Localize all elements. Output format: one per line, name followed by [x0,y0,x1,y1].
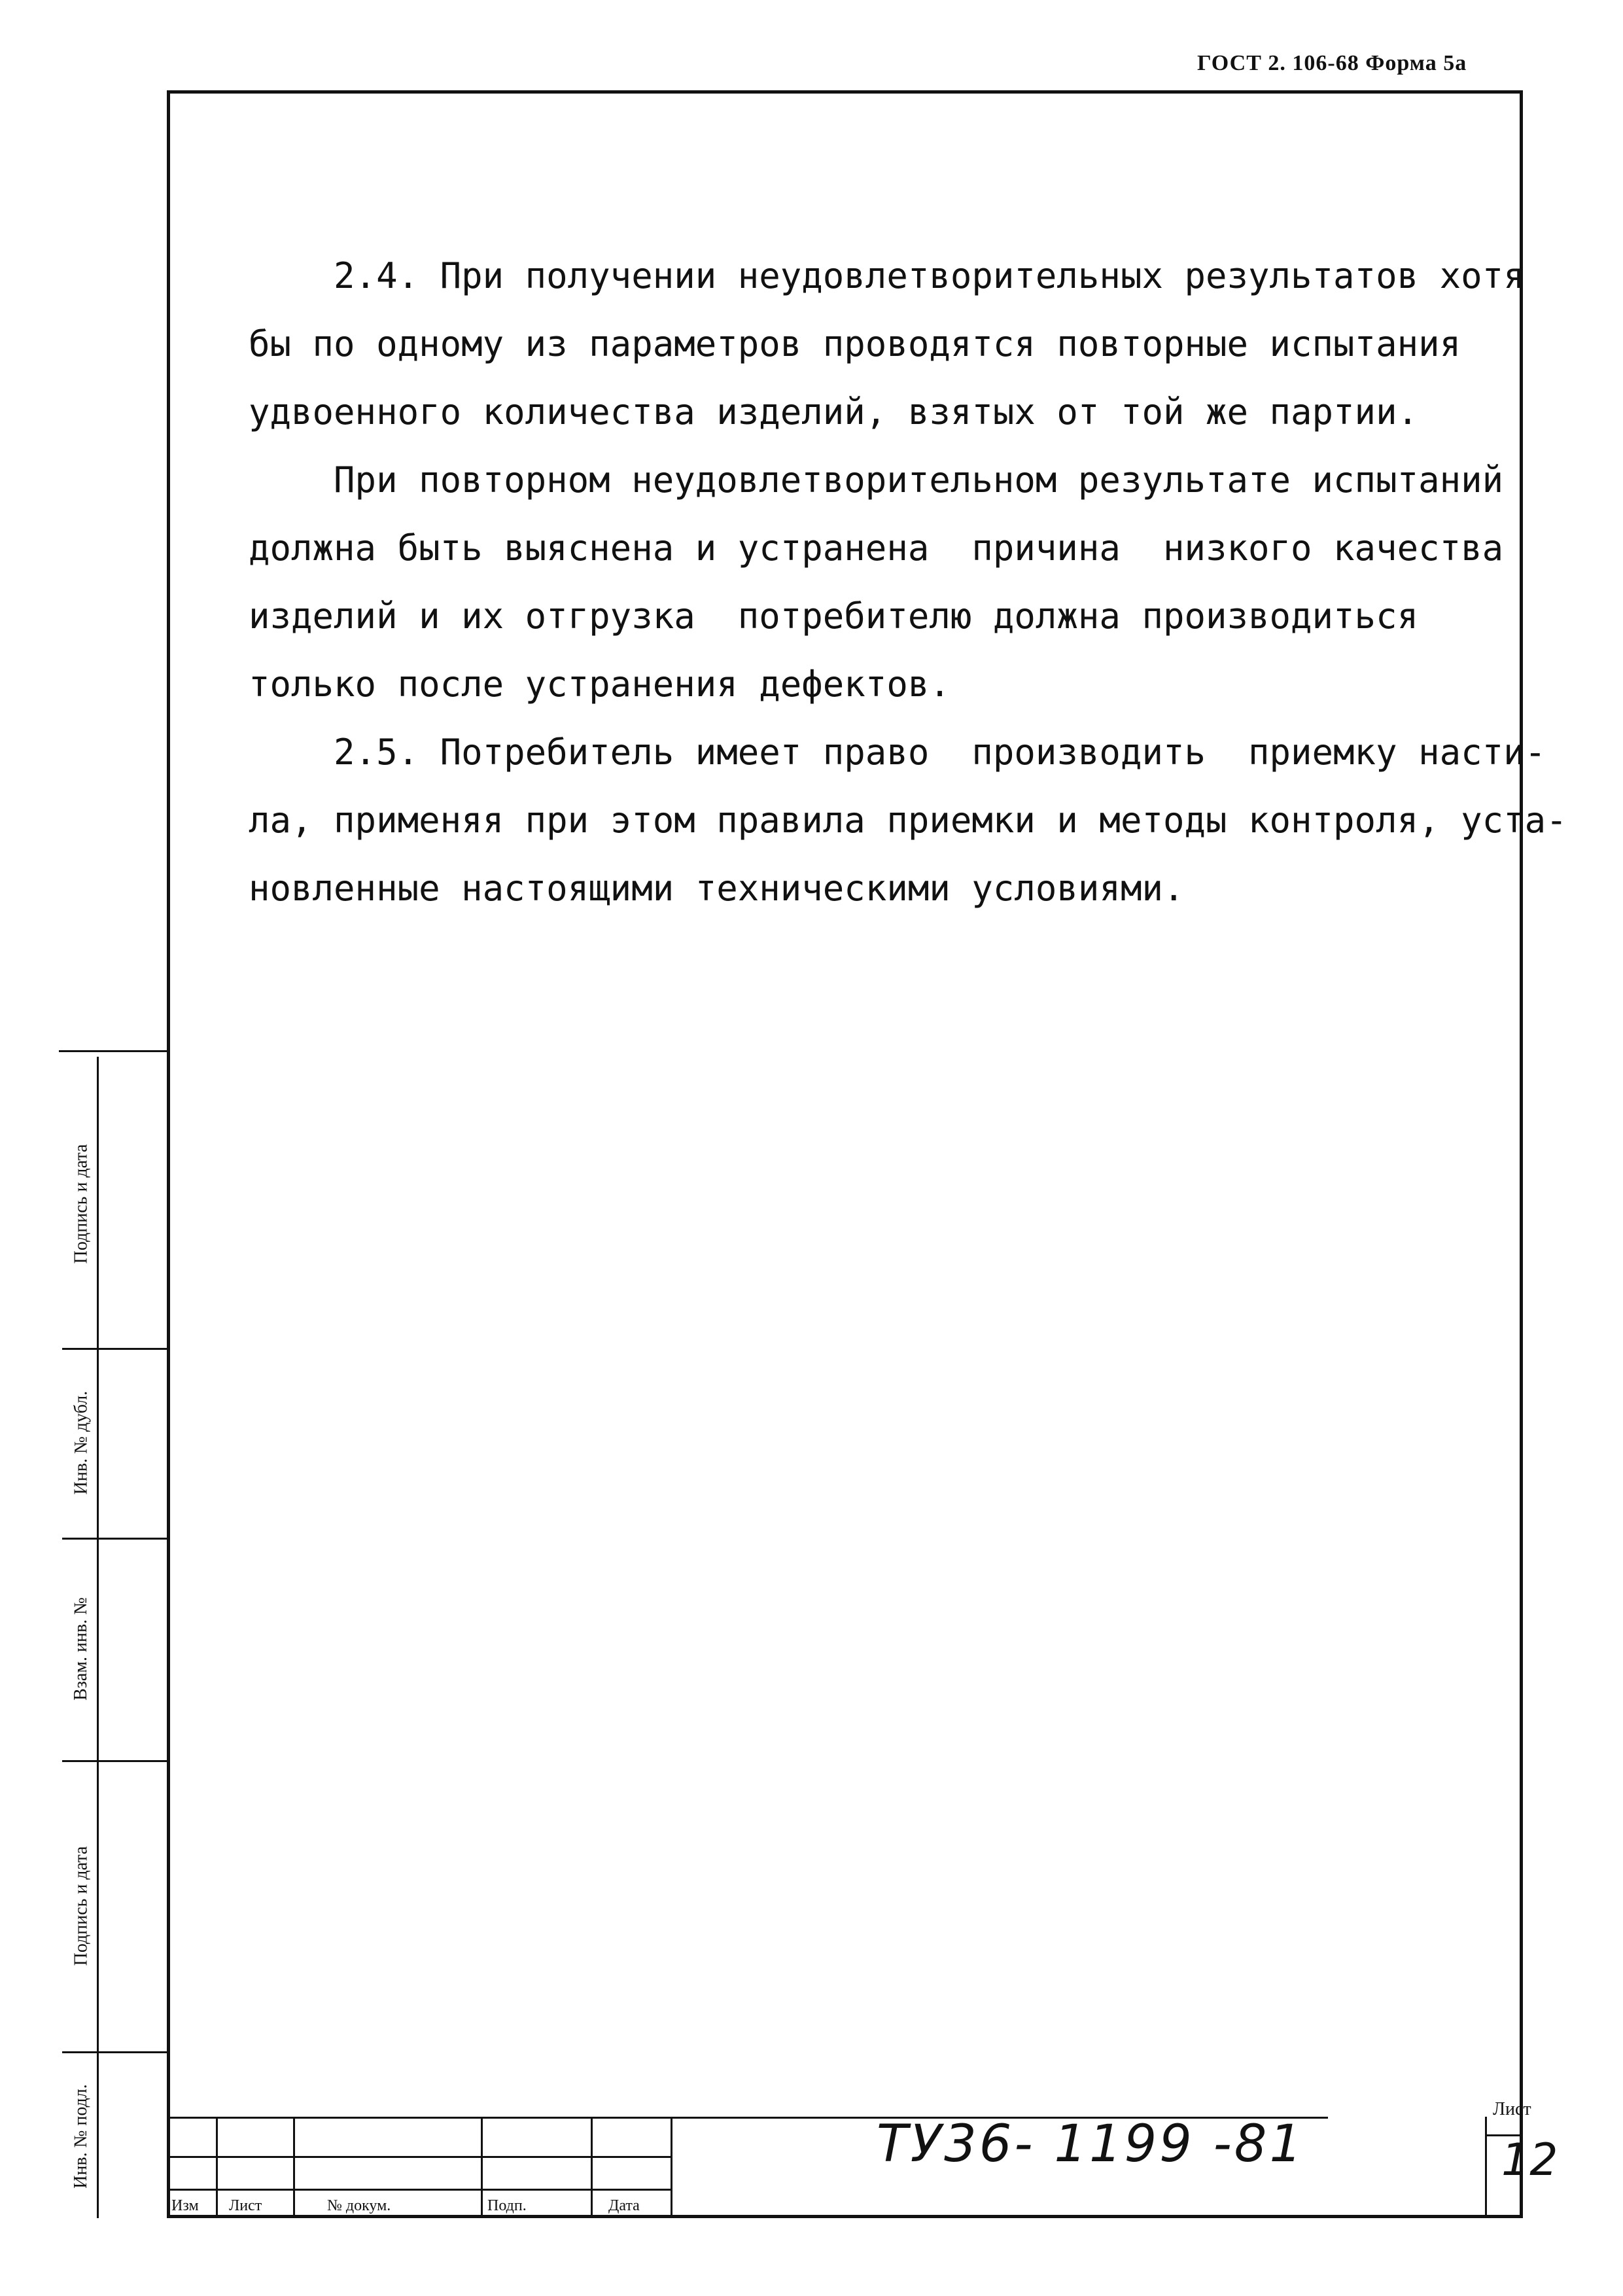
body-line: новленные настоящими техническими условиями. [249,868,1185,909]
body-line: только после устранения дефектов. [249,663,951,705]
side-stamp-rule [62,2051,167,2053]
body-line: ла, применяя при этом правила приемки и методы контроля, уста- [249,800,1567,841]
side-label-signature-date: Подпись и дата [71,1846,92,1966]
title-block-col-rule [591,2117,593,2218]
column-label-document-number: № докум. [327,2197,391,2214]
side-stamp-rule [62,1538,167,1540]
side-label-signature-date: Подпись и дата [71,1144,92,1264]
form-header: ГОСТ 2. 106-68 Форма 5а [1197,51,1467,75]
title-block-row-rule [170,2156,671,2158]
body-line: удвоенного количества изделий, взятых от той же партии. [249,391,1419,433]
body-line: изделий и их отгрузка потребителю должна производиться [249,595,1419,637]
column-label-sheet: Лист [229,2197,262,2214]
body-line: должна быть выяснена и устранена причина низкого качества [249,527,1504,569]
column-label-signature: Подп. [487,2197,527,2214]
body-line: При повторном неудовлетворительном результате испытаний [249,459,1504,501]
body-line: бы по одному из параметров проводятся повторные испытания [249,323,1461,364]
column-label-date: Дата [608,2197,640,2214]
side-label-replacement-number: Взам. инв. № [71,1597,92,1701]
body-line: 2.5. Потребитель имеет право производить приемку насти- [249,732,1546,773]
document-code: ТУ36- 1199 -81 [877,2115,1305,2174]
body-line: 2.4. При получении неудовлетворительных результатов хотя [249,255,1525,296]
title-block-col-rule [481,2117,483,2218]
title-block-col-rule [216,2117,218,2218]
title-block-col-rule [1485,2117,1487,2218]
title-block-col-rule [293,2117,295,2218]
sheet-number: 12 [1501,2134,1558,2186]
side-stamp-rule [62,1348,167,1350]
side-label-duplicate-number: Инв. № дубл. [71,1390,92,1495]
side-stamp-rule [62,1760,167,1762]
column-label-change: Изм [171,2197,199,2214]
title-block-row-rule [170,2189,671,2191]
sheet-label: Лист [1493,2099,1531,2119]
title-block-col-rule [671,2117,672,2218]
side-label-original-number: Инв. № подл. [71,2084,92,2189]
